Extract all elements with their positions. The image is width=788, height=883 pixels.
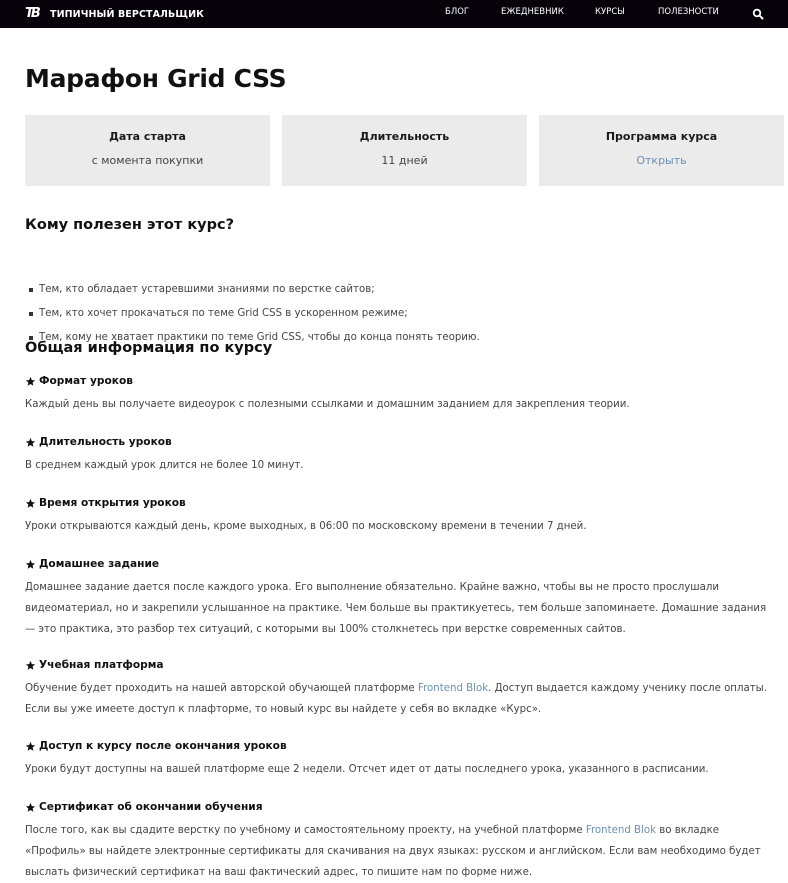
info-section-text: «Профиль» вы найдете электронные сертификаты для скачивания на двух языках: русском и английском. Если вам необходимо будет: [25, 846, 761, 857]
info-section-text: Если вы уже имеете доступ к плафторме, то новый курс вы найдете у себя во вкладке «Курс».: [25, 704, 542, 715]
info-section-text: — это практика, это разбор тех ситуаций, с которыми вы 100% столкнетесь при верстке современных сайтов.: [25, 624, 626, 635]
search-icon[interactable]: [752, 8, 764, 20]
frontend-blok-link[interactable]: Frontend Blok: [417, 683, 489, 694]
card-program: [539, 115, 784, 186]
info-section-text: В среднем каждый урок длится не более 10 минут.: [25, 460, 304, 471]
info-section-title: [25, 801, 263, 813]
text-fragment: . Доступ выдается каждому ученику после оплаты.: [488, 683, 767, 694]
frontend-blok-link[interactable]: Frontend Blok: [585, 825, 656, 836]
info-section-title-text: Длительность уроков: [39, 436, 172, 448]
info-section-title-text: Доступ к курсу после окончания уроков: [39, 740, 287, 752]
card-value: с момента покупки: [91, 154, 204, 167]
info-section-title-text: Формат уроков: [39, 375, 133, 387]
course-summary-cards: [25, 115, 785, 186]
star-icon: [25, 660, 36, 671]
nav-item-useful[interactable]: ПОЛЕЗНОСТИ: [658, 7, 719, 17]
card-value-wrapper: [539, 154, 784, 167]
card-title: Длительность: [359, 130, 450, 143]
text-fragment: После того, как вы сдадите верстку по учебному и самостоятельному проекту, на учебной платформе: [25, 825, 586, 836]
star-icon: [25, 559, 36, 570]
info-section-title-text: Домашнее задание: [39, 558, 160, 570]
bullet-square-icon: [29, 288, 33, 292]
info-section-text: Уроки открываются каждый день, кроме выходных, в 06:00 по московскому времени в течении 7 дней.: [25, 521, 587, 532]
site-logo[interactable]: [25, 6, 204, 22]
page-title: Марафон Grid CSS: [25, 64, 287, 93]
star-icon: [25, 741, 36, 752]
list-item-text: Тем, кому не хватает практики по теме Grid CSS, чтобы до конца понять теорию.: [39, 332, 480, 343]
bullet-square-icon: [29, 312, 33, 316]
text-fragment: во вкладке: [655, 825, 720, 836]
top-navigation-bar: [0, 0, 788, 28]
star-icon: [25, 437, 36, 448]
star-icon: [25, 376, 36, 387]
info-section-text: видеоматериал, но и закрепили услышанное на практике. Чем больше вы практикуетесь, тем больше запоминаете. Домашние задания: [25, 603, 767, 614]
nav-item-blog[interactable]: БЛОГ: [445, 7, 470, 17]
audience-heading: Кому полезен этот курс?: [25, 217, 235, 233]
info-section-text: Домашнее задание дается после каждого урока. Его выполнение обязательно. Крайне важно, чтобы вы не просто прослушали: [25, 582, 719, 593]
card-value: 11 дней: [381, 154, 428, 167]
info-section-title: [25, 659, 164, 671]
info-section-title-text: Учебная платформа: [39, 659, 164, 671]
info-section-title: [25, 436, 172, 448]
card-duration: [282, 115, 527, 186]
card-title: Дата старта: [109, 130, 186, 143]
star-icon: [25, 498, 36, 509]
logo-mark-icon: ТВ: [25, 6, 38, 21]
card-title: Программа курса: [605, 130, 718, 143]
nav-item-courses[interactable]: КУРСЫ: [595, 7, 625, 17]
info-section-text: выслать физический сертификат на ваш фактический адрес, то пишите нам по форме ниже.: [25, 867, 533, 878]
list-item-text: Тем, кто обладает устаревшими знаниями по верстке сайтов;: [39, 284, 375, 295]
text-fragment: Обучение будет проходить на нашей авторской обучающей платформе: [25, 683, 418, 694]
info-section-title: [25, 558, 159, 570]
info-section-text: [25, 683, 767, 694]
info-section-title: [25, 740, 287, 752]
star-icon: [25, 802, 36, 813]
info-section-text: Уроки будут доступны на вашей платформе еще 2 недели. Отсчет идет от даты последнего урока, указанного в расписании.: [25, 764, 709, 775]
info-section-title: [25, 375, 133, 387]
info-section-title: [25, 497, 186, 509]
info-section-text: Каждый день вы получаете видеоурок с полезными ссылками и домашним заданием для закрепления теории.: [25, 399, 630, 410]
general-info-heading: Общая информация по курсу: [25, 340, 273, 356]
open-program-link[interactable]: Открыть: [636, 154, 687, 167]
nav-item-planner[interactable]: ЕЖЕДНЕВНИК: [501, 7, 564, 17]
info-section-title-text: Сертификат об окончании обучения: [39, 801, 263, 813]
info-section-title-text: Время открытия уроков: [39, 497, 186, 509]
info-section-text: [25, 825, 719, 836]
card-start-date: [25, 115, 270, 186]
list-item-text: Тем, кто хочет прокачаться по теме Grid CSS в ускоренном режиме;: [39, 308, 408, 319]
logo-text: ТИПИЧНЫЙ ВЕРСТАЛЬЩИК: [50, 8, 204, 20]
